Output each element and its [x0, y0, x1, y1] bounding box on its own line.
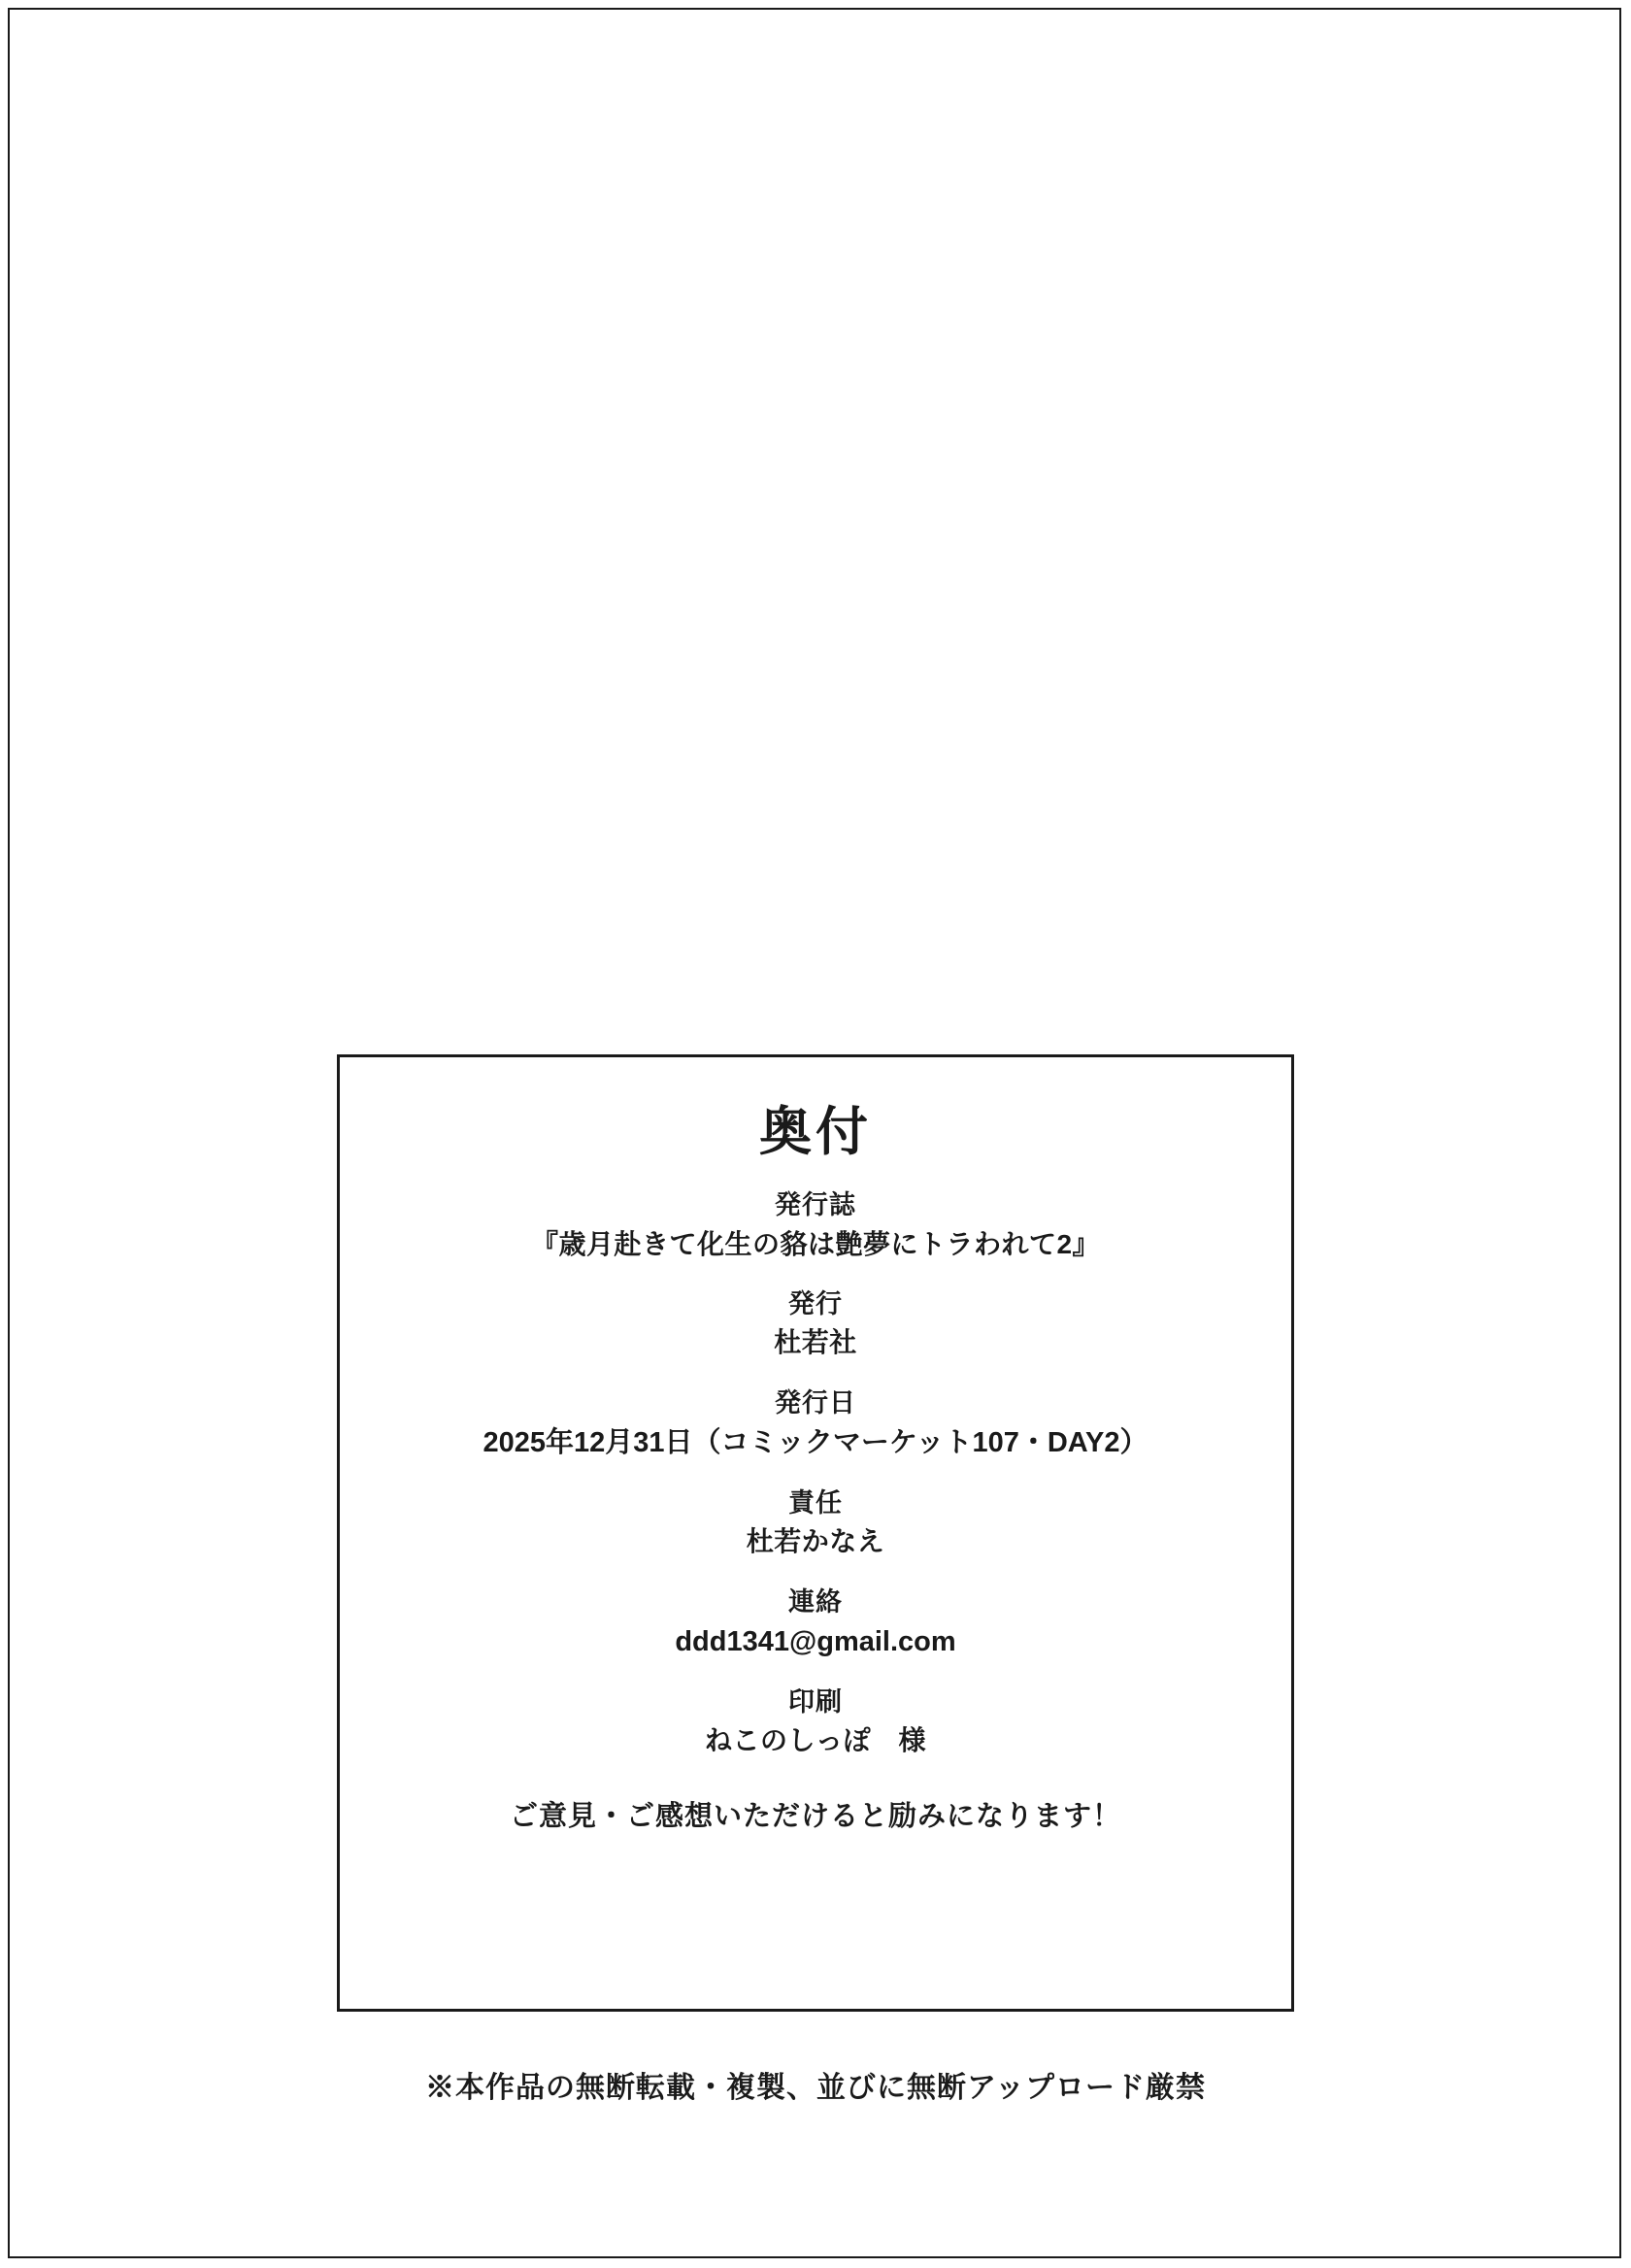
colophon-field-responsible — [340, 1484, 1291, 1562]
colophon-field-publisher — [340, 1285, 1291, 1363]
colophon-field-publication — [340, 1186, 1291, 1264]
field-label: 発行誌 — [775, 1190, 856, 1220]
field-label: 印刷 — [788, 1686, 843, 1717]
field-label: 発行 — [788, 1289, 843, 1319]
field-label: 連絡 — [788, 1586, 843, 1617]
field-label: 発行日 — [775, 1387, 856, 1418]
colophon-field-date — [340, 1384, 1291, 1463]
field-value: 『歳月赴きて化生の貉は艶夢にトラわれて2』 — [530, 1228, 1101, 1259]
colophon-field-printing — [340, 1684, 1291, 1761]
copyright-notice: ※本作品の無断転載・複製、並びに無断アップロード厳禁 — [425, 2072, 1206, 2104]
field-value: 2025年12月31日（コミックマーケット107・DAY2） — [483, 1427, 1148, 1458]
closing-note: ご意見・ご感想いただけると励みになります！ — [509, 1800, 1121, 1832]
field-value: 杜若かなえ — [746, 1526, 885, 1557]
colophon-box — [337, 1054, 1294, 2012]
colophon-field-contact — [340, 1584, 1291, 1662]
field-value: ねこのしっぽ 様 — [704, 1725, 926, 1756]
field-value-email: ddd1341@gmail.com — [675, 1625, 956, 1657]
field-value: 杜若社 — [774, 1327, 857, 1358]
field-label: 責任 — [788, 1488, 843, 1518]
colophon-heading: 奥付 — [759, 1103, 872, 1161]
